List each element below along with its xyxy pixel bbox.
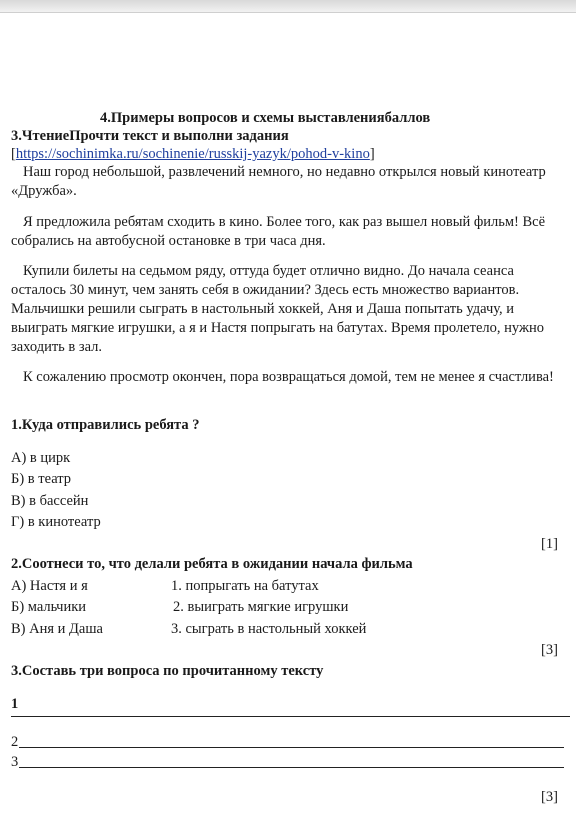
answer-line-1[interactable] (11, 716, 570, 717)
text-paragraph-4: К сожалению просмотр окончен, пора возвращаться домой, тем не менее я счастлива! (23, 369, 554, 385)
question-3-title: 3.Составь три вопроса по прочитанному тексту (11, 663, 324, 679)
bracket-close: ] (369, 146, 375, 162)
task-title: 3.ЧтениеПрочти текст и выполни задания (11, 128, 289, 144)
q3-line-label-2: 2 (11, 734, 19, 750)
q1-option-a: А) в цирк (11, 450, 71, 466)
text-paragraph-2: Я предложила ребятам сходить в кино. Более того, как раз вышел новый фильм! Всё собрались на автобусной остановке в три часа дня. (11, 214, 546, 249)
q1-option-c: В) в бассейн (11, 493, 89, 509)
q2-left-b: Б) мальчики (11, 599, 87, 615)
answer-line-3[interactable] (19, 767, 564, 768)
q2-left-a: А) Настя и я (11, 578, 88, 594)
answer-line-2[interactable] (19, 747, 564, 748)
question-1-title: 1.Куда отправились ребята ? (11, 417, 200, 433)
question-2-title: 2.Соотнеси то, что делали ребята в ожидании начала фильма (11, 556, 413, 572)
q1-option-b: Б) в театр (11, 471, 72, 487)
section-heading: 4.Примеры вопросов и схемы выставлениябаллов (100, 110, 431, 126)
q2-left-c: В) Аня и Даша (11, 621, 103, 637)
q2-score: [3] (541, 642, 558, 658)
bracket-open: [ (11, 146, 16, 162)
source-link-line (11, 145, 375, 163)
q2-right-2: 2. выиграть мягкие игрушки (173, 599, 349, 615)
source-link[interactable]: https://sochinimka.ru/sochinenie/russkij-yazyk/pohod-v-kino (15, 146, 370, 162)
text-paragraph-1: Наш город небольшой, развлечений немного, но недавно открылся новый кинотеатр «Дружба». (11, 164, 546, 199)
q3-score: [3] (541, 789, 558, 805)
q2-right-3: 3. сыграть в настольный хоккей (171, 621, 367, 637)
q1-option-d: Г) в кинотеатр (11, 514, 101, 530)
q3-line-label-3: 3 (11, 754, 19, 770)
q1-score: [1] (541, 536, 558, 552)
q3-line-label-1: 1 (11, 696, 19, 712)
text-paragraph-3: Купили билеты на седьмом ряду, оттуда будет отлично видно. До начала сеанса осталось 30 минут, чем занять себя в ожидании? Здесь есть множество вариантов. Мальчишки решили сыграть в настольный хоккей, Аня и Даша попытать удачу, и выиграть мягкие игрушки, а я и Настя попрыгать на батутах. Время пролетело, нужно заходить в зал. (11, 263, 544, 355)
q2-right-1: 1. попрыгать на батутах (171, 578, 319, 594)
